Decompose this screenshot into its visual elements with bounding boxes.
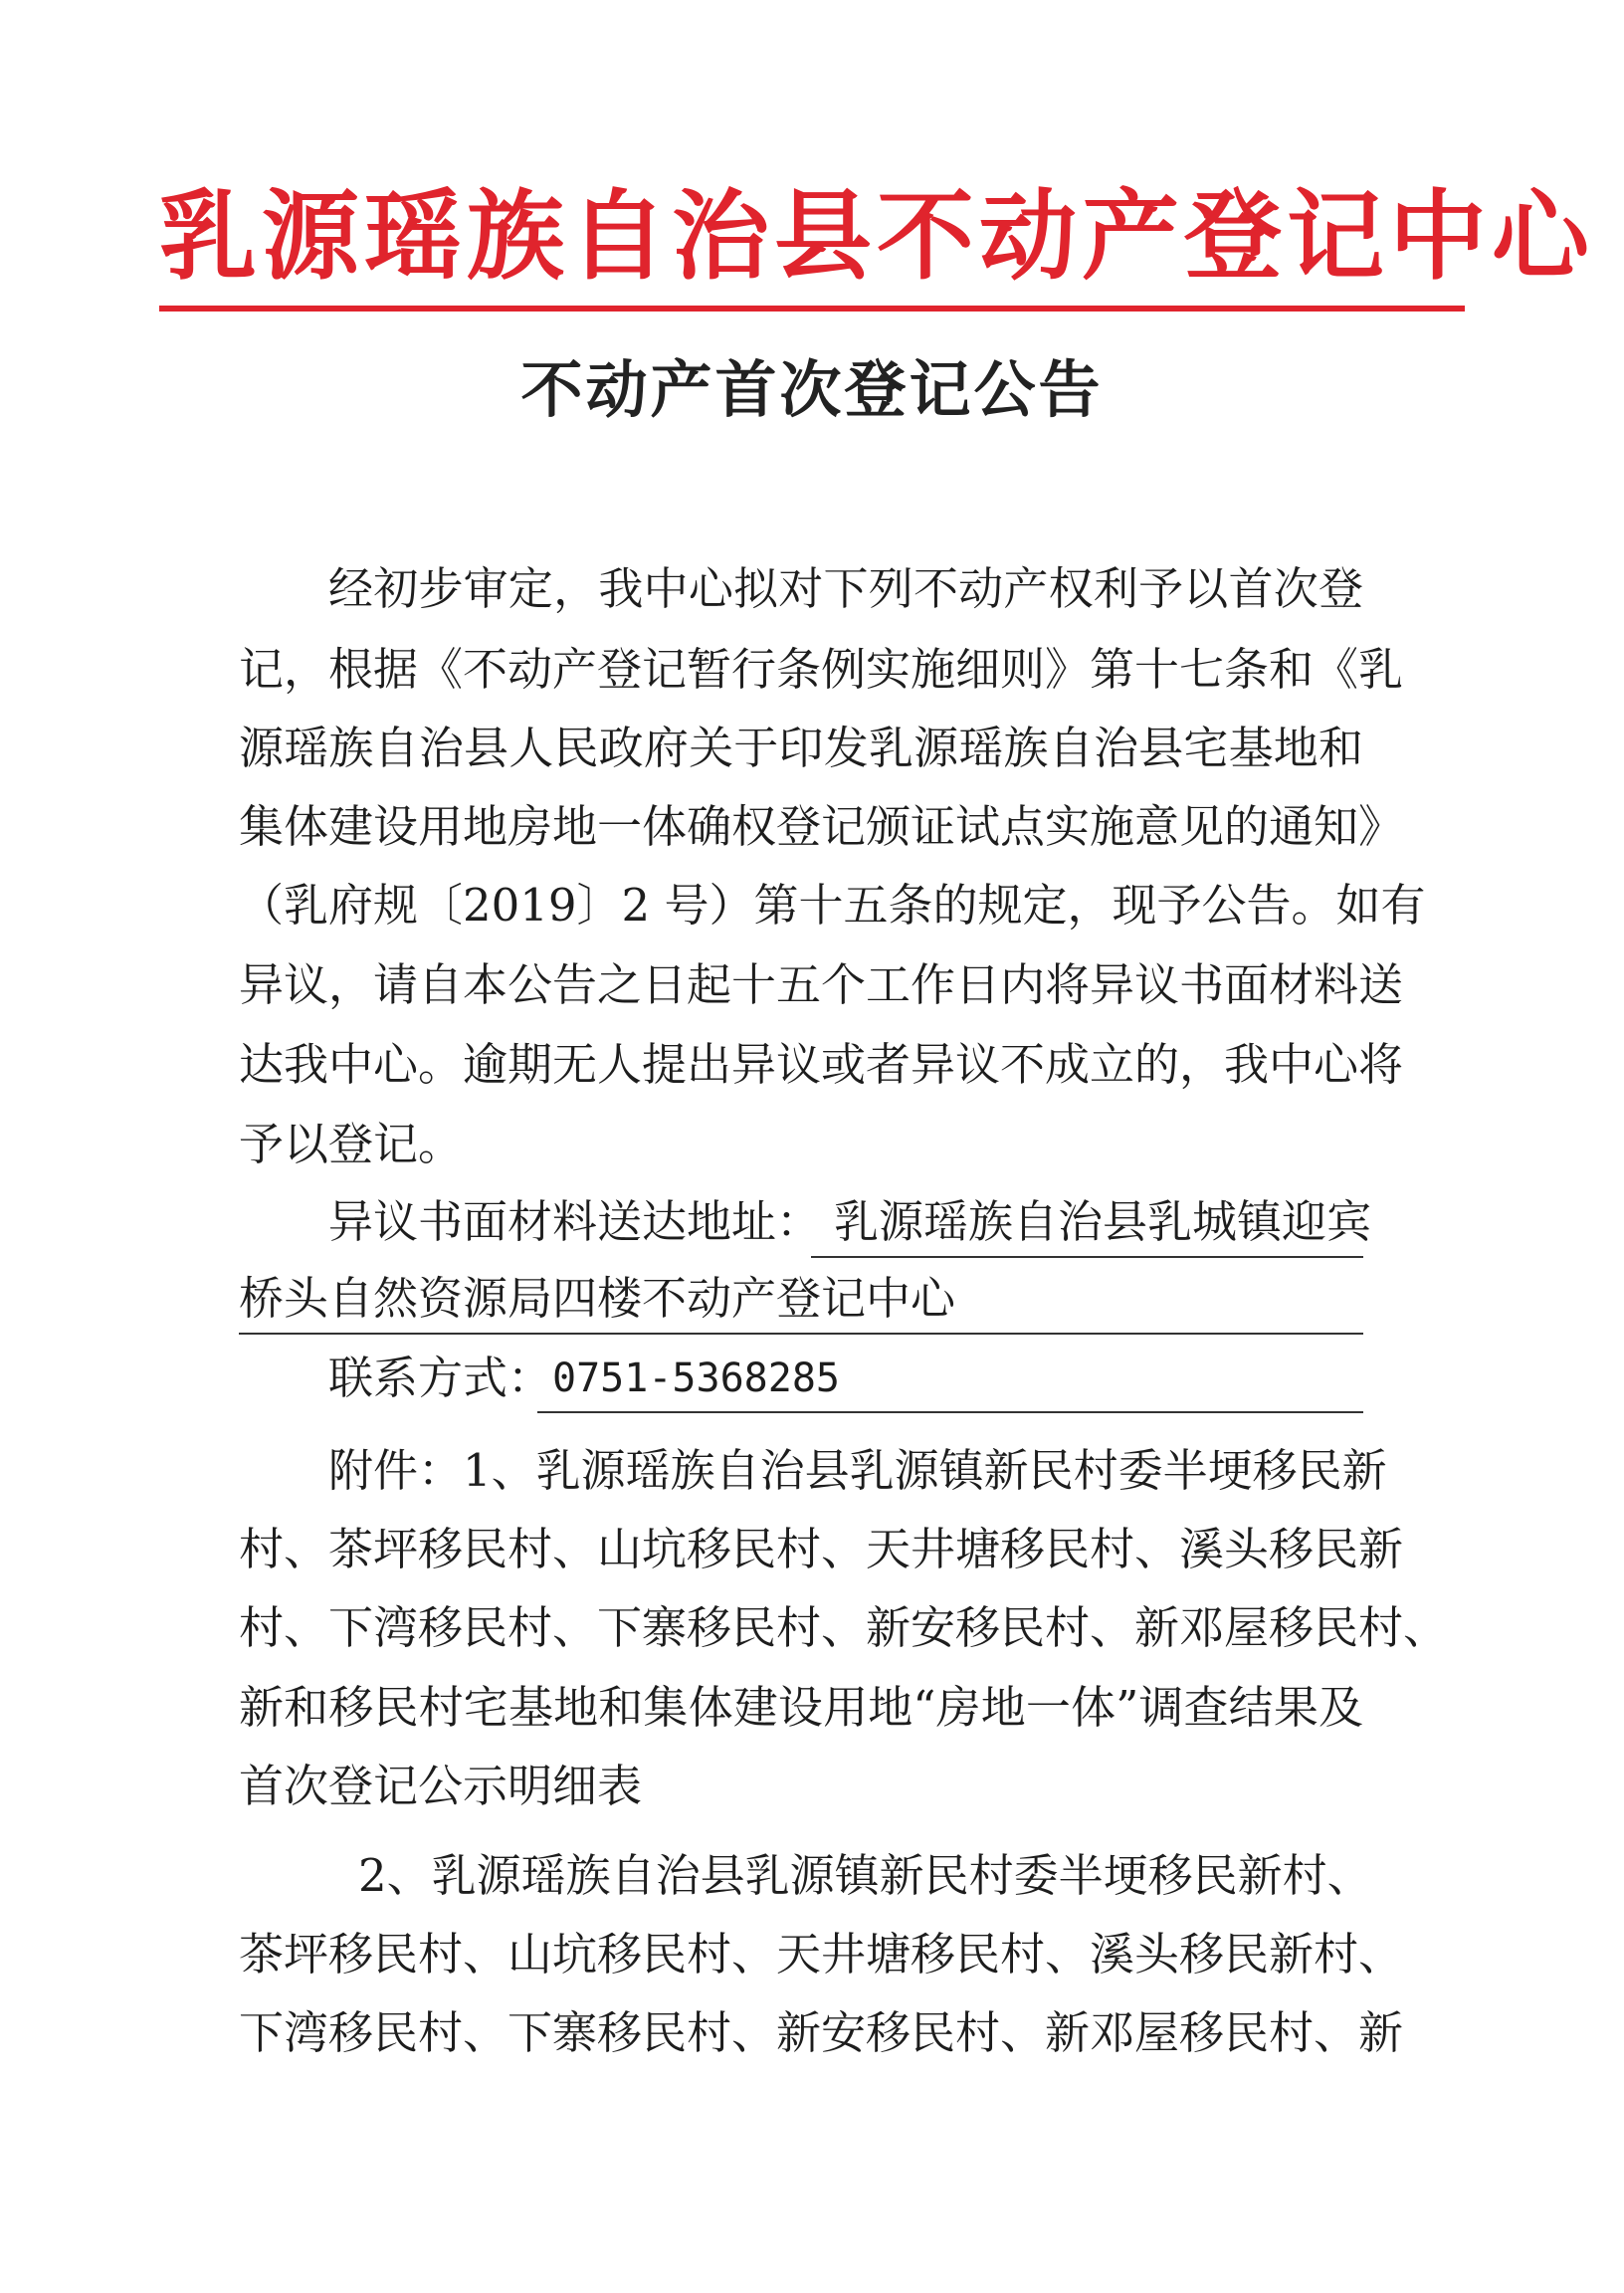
address-value-line2: 桥头自然资源局四楼不动产登记中心 [239, 1272, 956, 1325]
contact-label: 联系方式： [328, 1352, 553, 1404]
paragraph-line: 经初步审定，我中心拟对下列不动产权利予以首次登 [328, 562, 1363, 615]
attachment-line: 新和移民村宅基地和集体建设用地“房地一体”调查结果及 [239, 1681, 1363, 1734]
paragraph-line: 异议，请自本公告之日起十五个工作日内将异议书面材料送 [239, 958, 1404, 1011]
address-value-line1: 乳源瑶族自治县乳城镇迎宾 [834, 1195, 1372, 1248]
notice-title: 不动产首次登记公告 [520, 353, 1104, 426]
paragraph-line: 予以登记。 [239, 1118, 464, 1170]
attachment-line: 茶坪移民村、山坑移民村、天井塘移民村、溪头移民新村、 [239, 1928, 1404, 1980]
address-label: 异议书面材料送达地址： [328, 1195, 822, 1248]
attachment-line: 首次登记公示明细表 [239, 1760, 643, 1812]
address-underline-2 [239, 1333, 1363, 1335]
attachment-line: 下湾移民村、下寨移民村、新安移民村、新邓屋移民村、新 [239, 2006, 1404, 2059]
paragraph-line: 达我中心。逾期无人提出异议或者异议不成立的，我中心将 [239, 1038, 1404, 1091]
paragraph-line: 源瑶族自治县人民政府关于印发乳源瑶族自治县宅基地和 [239, 722, 1363, 774]
paragraph-line: 集体建设用地房地一体确权登记颁证试点实施意见的通知》 [239, 800, 1404, 853]
paragraph-line: 记，根据《不动产登记暂行条例实施细则》第十七条和《乳 [239, 643, 1404, 696]
paragraph-line: （乳府规〔2019〕2 号）第十五条的规定，现予公告。如有 [239, 879, 1426, 932]
attachment-line: 村、茶坪移民村、山坑移民村、天井塘移民村、溪头移民新 [239, 1523, 1404, 1575]
organization-header: 乳源瑶族自治县不动产登记中心 [159, 179, 1595, 294]
address-underline-1 [811, 1256, 1363, 1258]
contact-phone: 0751-5368285 [552, 1355, 840, 1401]
attachment-line: 附件：1、乳源瑶族自治县乳源镇新民村委半埂移民新 [328, 1444, 1387, 1497]
attachment-line: 村、下湾移民村、下寨移民村、新安移民村、新邓屋移民村、 [239, 1601, 1449, 1654]
header-red-rule [159, 306, 1465, 312]
attachment-line: 2、乳源瑶族自治县乳源镇新民村委半埂移民新村、 [358, 1849, 1372, 1902]
contact-underline [537, 1411, 1363, 1413]
